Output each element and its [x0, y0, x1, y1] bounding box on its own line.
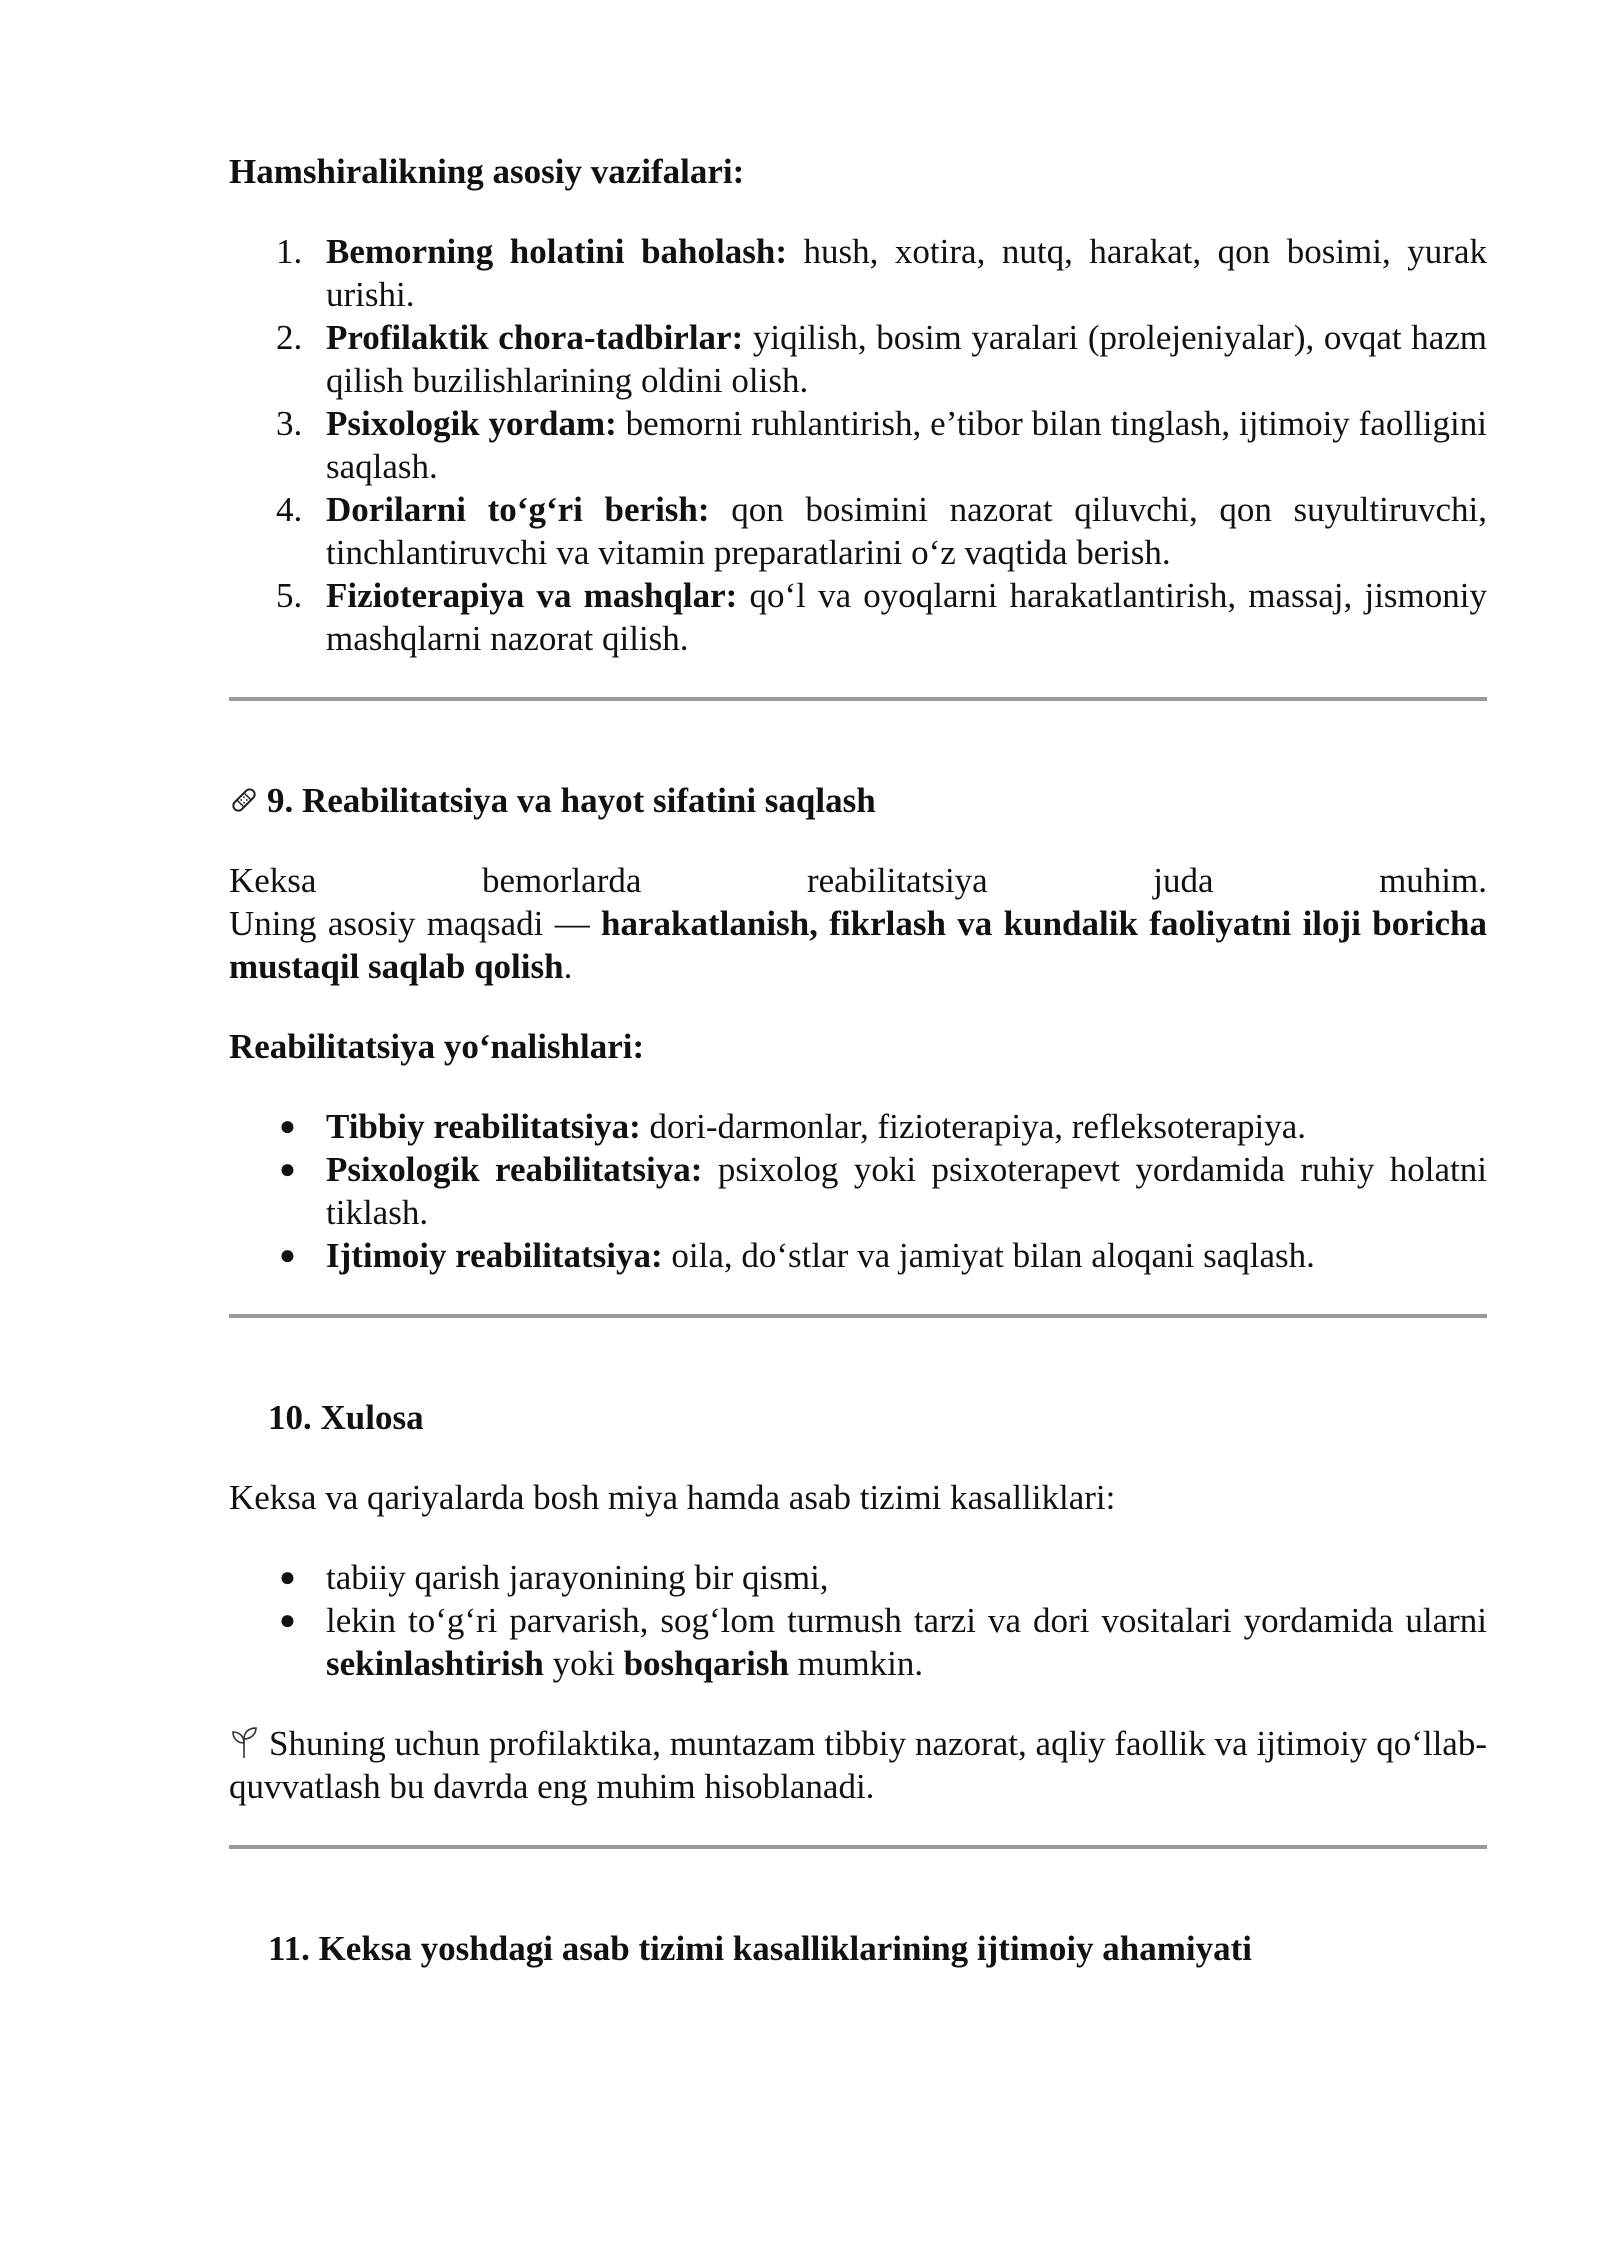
item-term: Psixologik reabilitatsiya: — [326, 1150, 703, 1189]
intro-line-2 — [229, 902, 1487, 988]
item-text: oila, do‘stlar va jamiyat bilan aloqani saqlash. — [662, 1236, 1315, 1275]
section-9-title — [229, 779, 1487, 822]
conclusion-list — [229, 1556, 1487, 1685]
item-emphasis: boshqarish — [623, 1644, 789, 1683]
bullet: ● — [279, 1111, 296, 1142]
item-text: tabiiy qarish jarayonining bir qismi, — [326, 1558, 829, 1597]
duties-list — [229, 230, 1487, 660]
item-text: lekin to‘g‘ri parvarish, sog‘lom turmush tarzi va dori vositalari yordamida ularni — [326, 1601, 1487, 1640]
intro-emphasis: harakatlanish, fikrlash va kundalik faoliyatni iloji boricha mustaqil saqlab qolish — [229, 904, 1487, 986]
item-text: dori-darmonlar, fizioterapiya, refleksoterapiya. — [640, 1107, 1306, 1146]
intro-word: muhim. — [1379, 861, 1487, 900]
intro-word: juda — [1153, 861, 1214, 900]
section-11-title: 11. Keksa yoshdagi asab tizimi kasalliklarining ijtimoiy ahamiyati — [268, 1929, 1253, 1968]
item-text: bemorni ruhlantirish, e’tibor bilan tinglash, ijtimoiy faolligini saqlash. — [326, 404, 1487, 486]
duties-list-item — [229, 574, 1487, 660]
item-text: qo‘l va oyoqlarni harakatlantirish, massaj, jismoniy mashqlarni nazorat qilish. — [326, 576, 1487, 658]
duties-list-item — [229, 402, 1487, 488]
list-number: 1. — [276, 232, 303, 271]
section-9-intro — [229, 859, 1487, 988]
note-text: Shuning uchun profilaktika, muntazam tibbiy nazorat, aqliy faollik va ijtimoiy qo‘llab-quvvatlash bu davrda eng muhim hisoblanadi. — [229, 1724, 1487, 1806]
intro-word: bemorlarda — [482, 861, 642, 900]
duties-list-item — [229, 488, 1487, 574]
item-text: yiqilish, bosim yaralari (prolejeniyalar), ovqat hazm qilish buzilishlarining oldini olish. — [326, 318, 1487, 400]
conclusion-note — [229, 1722, 1487, 1808]
section-divider — [229, 1314, 1487, 1318]
list-item — [229, 1599, 1487, 1685]
item-text: qon bosimini nazorat qiluvchi, qon suyultiruvchi, tinchlantiruvchi va vitamin preparatlarini o‘z vaqtida berish. — [326, 490, 1487, 572]
bullet: ● — [279, 1562, 296, 1593]
list-number: 5. — [276, 576, 303, 615]
item-term: Bemorning holatini baholash: — [326, 232, 787, 271]
item-emphasis: sekinlashtirish — [326, 1644, 544, 1683]
document-page — [229, 150, 1487, 1970]
list-number: 2. — [276, 318, 303, 357]
duties-list-item — [229, 230, 1487, 316]
item-term: Tibbiy reabilitatsiya: — [326, 1107, 641, 1146]
item-text: yoki — [543, 1644, 624, 1683]
bullet: ● — [279, 1154, 296, 1185]
bullet: ● — [279, 1240, 296, 1271]
item-term: Profilaktik chora-tadbirlar: — [326, 318, 744, 357]
section-10-title: 10. Xulosa — [268, 1398, 424, 1437]
item-text: mumkin. — [788, 1644, 924, 1683]
item-text: psixolog yoki psixoterapevt yordamida ruhiy holatni tiklash. — [326, 1150, 1487, 1232]
item-term: Dorilarni to‘g‘ri berish: — [326, 490, 710, 529]
rehab-directions-list — [229, 1105, 1487, 1277]
item-text: hush, xotira, nutq, harakat, qon bosimi, yurak urishi. — [326, 232, 1487, 314]
item-term: Psixologik yordam: — [326, 404, 617, 443]
list-number: 4. — [276, 490, 303, 529]
section-10-intro: Keksa va qariyalarda bosh miya hamda asab tizimi kasalliklari: — [229, 1478, 1116, 1517]
bandage-icon — [229, 785, 259, 815]
bullet: ● — [279, 1605, 296, 1636]
duties-list-item — [229, 316, 1487, 402]
intro-end: . — [563, 947, 573, 986]
duties-heading: Hamshiralikning asosiy vazifalari: — [229, 152, 745, 191]
rehab-directions-heading: Reabilitatsiya yo‘nalishlari: — [229, 1027, 645, 1066]
list-number: 3. — [276, 404, 303, 443]
section-9-title-text: 9. Reabilitatsiya va hayot sifatini saqlash — [267, 781, 876, 820]
section-divider — [229, 697, 1487, 701]
intro-line-1 — [229, 859, 1487, 902]
item-term: Ijtimoiy reabilitatsiya: — [326, 1236, 663, 1275]
intro-text: Uning asosiy maqsadi — — [229, 904, 602, 943]
list-item — [229, 1234, 1487, 1277]
intro-word: reabilitatsiya — [806, 861, 988, 900]
seedling-icon — [229, 1725, 259, 1759]
item-term: Fizioterapiya va mashqlar: — [326, 576, 738, 615]
list-item — [229, 1105, 1487, 1148]
list-item — [229, 1556, 1487, 1599]
section-divider — [229, 1845, 1487, 1849]
list-item — [229, 1148, 1487, 1234]
intro-word: Keksa — [229, 861, 317, 900]
